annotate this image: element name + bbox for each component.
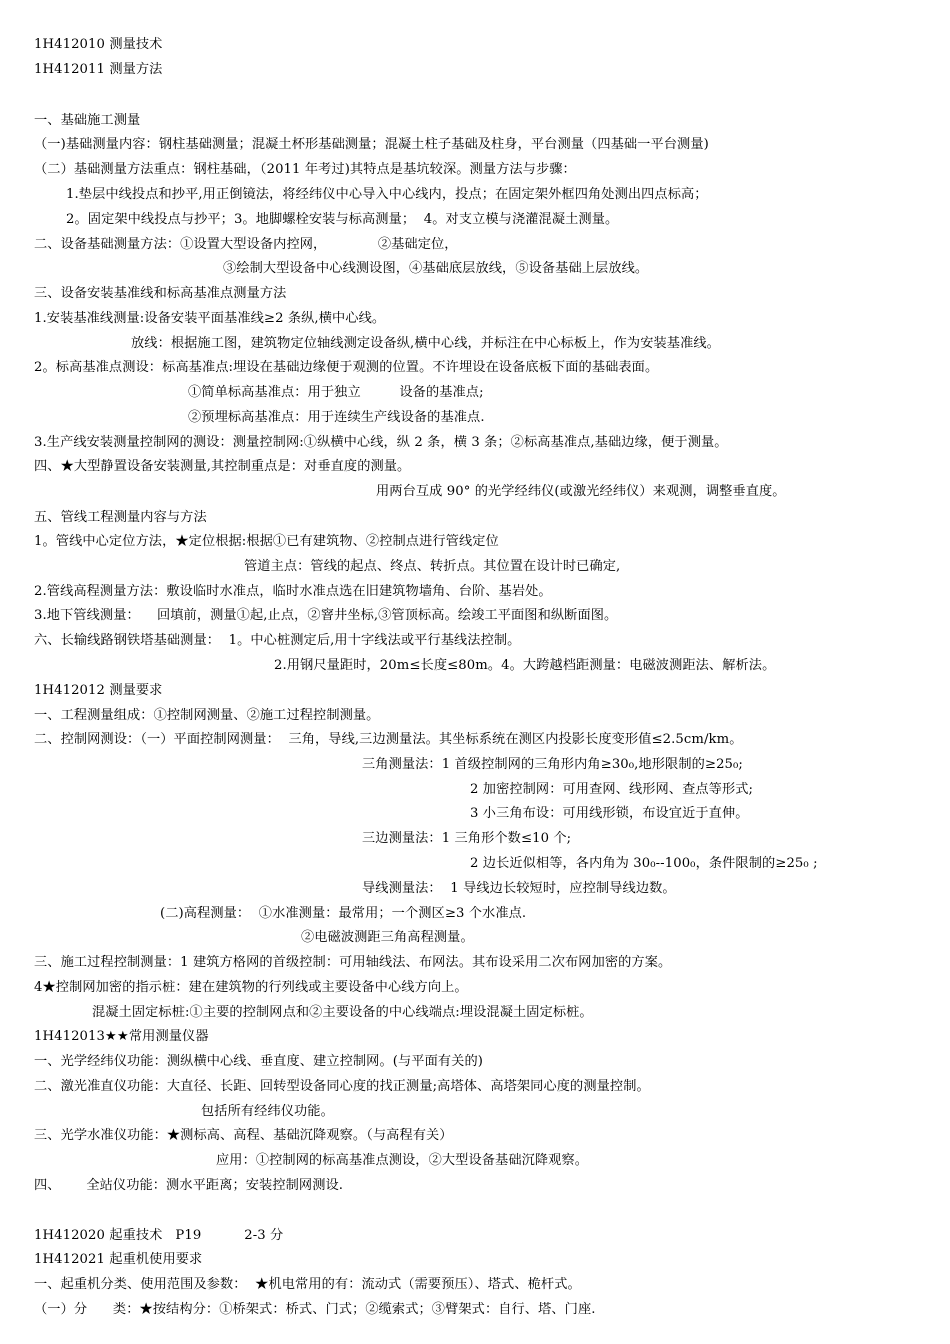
text-line: 一、起重机分类、使用范围及参数： ★机电常用的有：流动式（需要预压）、塔式、桅杆式。 <box>34 1277 581 1292</box>
text-line: 六、长输线路钢铁塔基础测量： 1。中心桩测定后,用十字线法或平行基线法控制。 <box>34 633 521 648</box>
text-line: 4★控制网加密的指示桩：建在建筑物的行列线或主要设备中心线方向上。 <box>34 980 468 995</box>
text-line: 四、 全站仪功能：测水平距离；安装控制网测设. <box>34 1178 344 1193</box>
text-line: 1.安装基准线测量:设备安装平面基准线≥2 条纵,横中心线。 <box>34 311 386 326</box>
text-line: 二、控制网测设：（一）平面控制网测量： 三角，导线,三边测量法。其坐标系统在测区内投影长度变形值≤2.5cm/km。 <box>34 732 743 747</box>
text-line: 用两台互成 90° 的光学经纬仪(或激光经纬仪）来观测，调整垂直度。 <box>376 484 786 499</box>
text-line: ③绘制大型设备中心线测设图，④基础底层放线，⑤设备基础上层放线。 <box>223 261 649 276</box>
text-line: 四、★大型静置设备安装测量,其控制重点是：对垂直度的测量。 <box>34 459 411 474</box>
text-line: 一、光学经纬仪功能：测纵横中心线、垂直度、建立控制网。(与平面有关的) <box>34 1054 483 1069</box>
text-line: 2 边长近似相等，各内角为 30₀--100₀，条件限制的≥25₀ ; <box>470 856 818 871</box>
text-line: 二、设备基础测量方法：①设置大型设备内控网， ②基础定位， <box>34 237 458 252</box>
text-line: 导线测量法： 1 导线边长较短时，应控制导线边数。 <box>362 881 676 896</box>
section-heading: 1H412021 起重机使用要求 <box>34 1252 203 1267</box>
text-line: 五、管线工程测量内容与方法 <box>34 510 207 525</box>
text-line: ②预埋标高基准点：用于连续生产线设备的基准点. <box>188 410 485 425</box>
text-line: 三、设备安装基准线和标高基准点测量方法 <box>34 286 287 301</box>
text-line: 3.地下管线测量： 回填前，测量①起,止点，②窨井坐标,③管顶标高。绘竣工平面图和纵断面图。 <box>34 608 618 623</box>
text-line: 一、基础施工测量 <box>34 113 141 128</box>
text-line: 2.管线高程测量方法：敷设临时水准点，临时水准点选在旧建筑物墙角、台阶、基岩处。 <box>34 584 552 599</box>
text-line: 1.垫层中线投点和抄平,用正倒镜法，将经纬仪中心导入中心线内，投点；在固定架外框四角处测出四点标高； <box>66 187 708 202</box>
text-line: 1。管线中心定位方法，★定位根据:根据①已有建筑物、②控制点进行管线定位 <box>34 534 499 549</box>
text-line: 二、激光准直仪功能：大直径、长距、回转型设备同心度的找正测量;高塔体、高塔架同心度的测量控制。 <box>34 1079 650 1094</box>
text-line: ①简单标高基准点：用于独立 设备的基准点; <box>188 385 484 400</box>
text-line: （一）分 类：★按结构分：①桥架式：桥式、门式；②缆索式；③臂架式：自行、塔、门座. <box>34 1302 596 1317</box>
text-line: 2。标高基准点测设：标高基准点:埋设在基础边缘便于观测的位置。不许埋设在设备底板下面的基础表面。 <box>34 360 659 375</box>
text-line: （二）基础测量方法重点：钢柱基础，（2011 年考过)其特点是基坑较深。测量方法与步骤： <box>34 162 576 177</box>
text-line: 3.生产线安装测量控制网的测设：测量控制网:①纵横中心线，纵 2 条，横 3 条；②标高基准点,基础边缘，便于测量。 <box>34 435 728 450</box>
text-line: 放线：根据施工图，建筑物定位轴线测定设备纵,横中心线，并标注在中心标板上，作为安装基准线。 <box>131 336 720 351</box>
text-line: 混凝土固定标桩:①主要的控制网点和②主要设备的中心线端点:埋设混凝土固定标桩。 <box>92 1005 593 1020</box>
section-heading: 1H412010 测量技术 <box>34 37 163 52</box>
text-line: 2.用钢尺量距时，20m≤长度≤80m。4。大跨越档距测量：电磁波测距法、解析法。 <box>274 658 776 673</box>
section-heading: 1H412012 测量要求 <box>34 683 163 698</box>
text-line: 管道主点：管线的起点、终点、转折点。其位置在设计时已确定, <box>244 559 621 574</box>
text-line: ②电磁波测距三角高程测量。 <box>301 930 474 945</box>
text-line: （一)基础测量内容：钢柱基础测量；混凝土杯形基础测量；混凝土柱子基础及柱身，平台测量（四基础一平台测量) <box>34 137 709 152</box>
text-line: 应用：①控制网的标高基准点测设，②大型设备基础沉降观察。 <box>216 1153 589 1168</box>
text-line: 包括所有经纬仪功能。 <box>201 1104 334 1119</box>
section-heading: 1H412013★★常用测量仪器 <box>34 1029 209 1044</box>
text-line: 一、工程测量组成：①控制网测量、②施工过程控制测量。 <box>34 708 380 723</box>
section-heading: 1H412011 测量方法 <box>34 62 163 77</box>
text-line: 三、光学水准仪功能：★测标高、高程、基础沉降观察。（与高程有关） <box>34 1128 453 1143</box>
section-heading: 1H412020 起重技术 P19 2-3 分 <box>34 1228 284 1243</box>
text-line: 三边测量法：1 三角形个数≤10 个; <box>362 831 572 846</box>
text-line: 2。固定架中线投点与抄平；3。地脚螺栓安装与标高测量； 4。对支立模与浇灌混凝土测量。 <box>66 212 619 227</box>
text-line: 三角测量法：1 首级控制网的三角形内角≥30₀,地形限制的≥25₀; <box>362 757 743 772</box>
text-line: (二)高程测量： ①水准测量：最常用；一个测区≥3 个水准点. <box>160 906 527 921</box>
text-line: 三、施工过程控制测量：1 建筑方格网的首级控制：可用轴线法、布网法。其布设采用二次布网加密的方案。 <box>34 955 672 970</box>
text-line: 2 加密控制网：可用查网、线形网、查点等形式; <box>470 782 754 797</box>
text-line: 3 小三角布设：可用线形锁，布设宜近于直伸。 <box>470 806 749 821</box>
